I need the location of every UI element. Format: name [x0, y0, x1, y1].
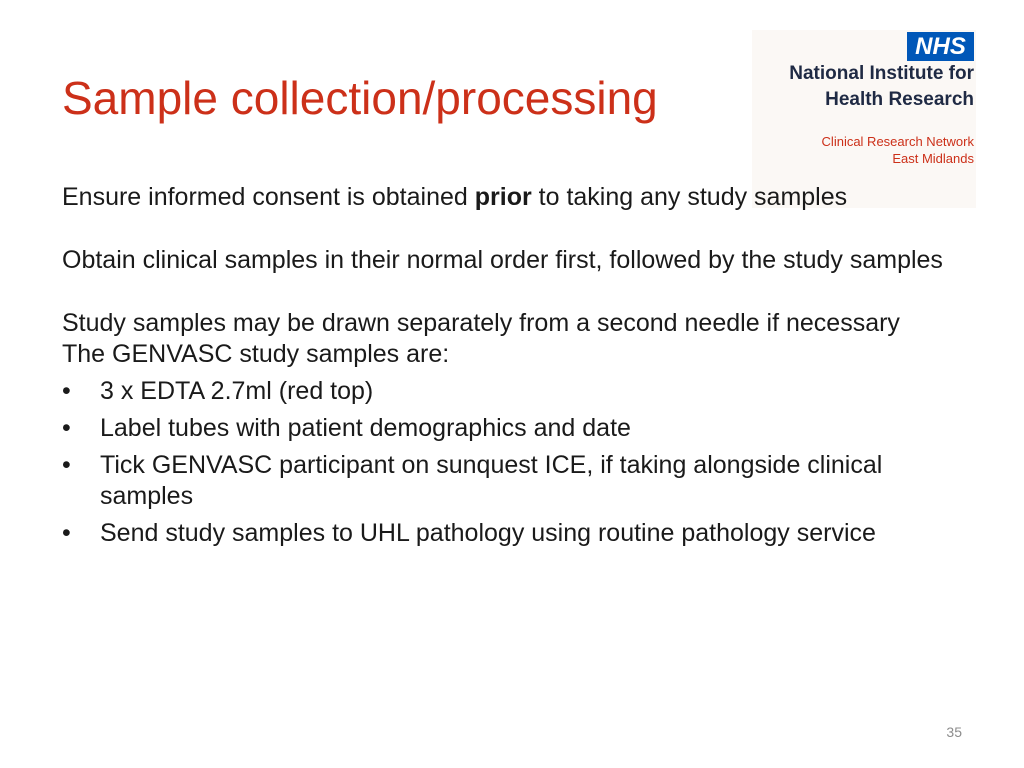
list-item-text: Send study samples to UHL pathology using routine pathology service	[100, 519, 876, 547]
samples-heading: The GENVASC study samples are:	[62, 340, 450, 368]
slide-title: Sample collection/processing	[62, 72, 658, 124]
consent-emphasis: prior	[474, 183, 532, 211]
logo-org-name-line2: Health Research	[825, 89, 974, 110]
nhs-badge: NHS	[907, 32, 974, 61]
bullet-icon: •	[62, 377, 71, 405]
list-item	[62, 518, 962, 549]
consent-paragraph	[62, 182, 962, 213]
bullet-icon: •	[62, 519, 71, 547]
logo-org-name-line1: National Institute for	[789, 63, 974, 84]
page-number: 35	[946, 724, 962, 740]
consent-text-end: to taking any study samples	[531, 183, 848, 211]
consent-text-start: Ensure informed consent is obtained	[62, 183, 475, 211]
logo-region-name: East Midlands	[892, 151, 974, 166]
list-item	[62, 413, 962, 444]
list-item-text: 3 x EDTA 2.7ml (red top)	[100, 377, 374, 405]
list-item	[62, 450, 962, 512]
list-item-text: Label tubes with patient demographics and date	[100, 414, 631, 442]
list-item-text: Tick GENVASC participant on sunquest ICE, if taking alongside clinical samples	[100, 451, 883, 510]
logo-network-name: Clinical Research Network	[821, 134, 974, 149]
needle-paragraph: Study samples may be drawn separately from a second needle if necessary	[62, 309, 900, 337]
bullet-icon: •	[62, 414, 71, 442]
samples-list	[62, 376, 962, 549]
bullet-icon: •	[62, 451, 71, 479]
slide-body	[62, 182, 962, 549]
list-item	[62, 376, 962, 407]
order-paragraph: Obtain clinical samples in their normal order first, followed by the study samples	[62, 246, 943, 274]
